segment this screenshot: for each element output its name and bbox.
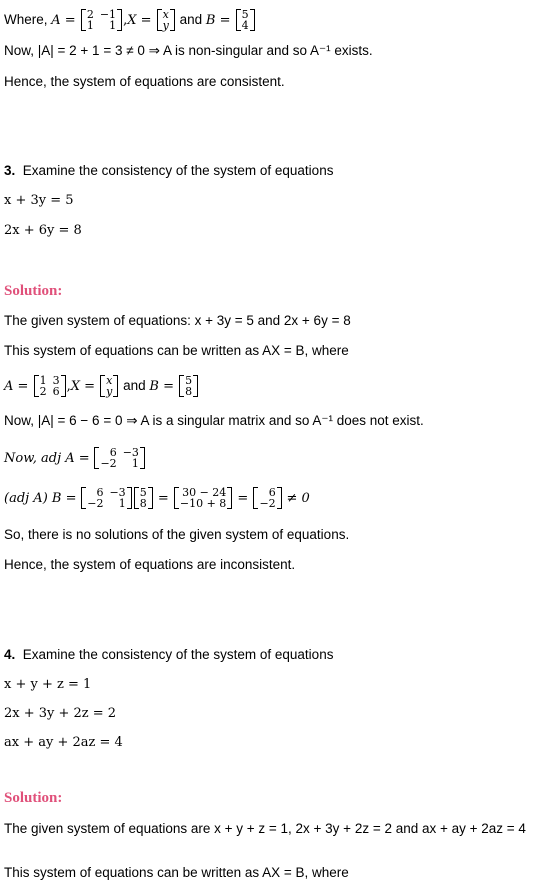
matrix-form-line: This system of equations can be written as AX = B, where	[4, 865, 349, 880]
adjoint-line	[4, 442, 146, 475]
question-3	[4, 162, 333, 180]
matrix-cell: 1	[118, 497, 126, 511]
where-prefix: Where,	[4, 12, 48, 27]
given-system-line: The given system of equations are x + y + z = 1, 2x + 3y + 2z = 2 and ax + ay + 2az = 4	[4, 821, 526, 836]
matrix-form-line: This system of equations can be written as AX = B, where	[4, 343, 349, 358]
product-expansion	[174, 487, 232, 509]
matrix-cell: 1	[39, 374, 47, 388]
right-bracket	[193, 375, 198, 397]
matrix-a	[81, 9, 122, 31]
solution-heading: Solution:	[4, 790, 63, 806]
matrix-cell: 1	[109, 19, 117, 33]
matrix-cell: 4	[241, 19, 249, 33]
adjoint-matrix	[94, 447, 144, 469]
prev-matrix-line: Where, A = 2 −1 1 1 ,X = x y and B = 5 4	[4, 6, 256, 35]
right-bracket	[250, 9, 255, 31]
matrix-cell: −3	[122, 446, 139, 460]
no-solution-statement: So, there is no solutions of the given system of equations.	[4, 527, 350, 542]
matrix-cell: 30 − 24	[182, 486, 227, 500]
equation-1: x + 3y = 5	[4, 193, 74, 208]
b-symbol: B	[205, 13, 216, 28]
matrix-cell: 8	[185, 385, 193, 399]
question-number: 4.	[4, 647, 16, 662]
matrix-cell: −2	[87, 497, 104, 511]
matrix-cell: 5	[185, 374, 193, 388]
matrix-cell: 6	[268, 486, 276, 500]
right-bracket	[148, 487, 153, 509]
matrix-cell: −2	[259, 497, 276, 511]
matrix-cell: 2	[86, 8, 94, 22]
x-symbol: X	[127, 13, 137, 28]
matrix-cell: 8	[139, 497, 147, 511]
determinant-statement: Now, |A| = 2 + 1 = 3 ≠ 0 ⇒ A is non-singular and so A⁻¹ exists.	[4, 43, 373, 58]
right-bracket	[140, 447, 145, 469]
matrix-cell: 5	[241, 8, 249, 22]
not-equal-zero: ≠ 0	[286, 491, 310, 506]
equation-2: 2x + 3y + 2z = 2	[4, 706, 117, 721]
right-bracket	[277, 487, 282, 509]
matrix-cell: 6	[96, 486, 104, 500]
right-bracket	[61, 375, 66, 397]
question-text: Examine the consistency of the system of equations	[22, 647, 334, 662]
given-system-line: The given system of equations: x + 3y = 5 and 2x + 6y = 8	[4, 313, 351, 328]
question-text: Examine the consistency of the system of equations	[22, 163, 334, 178]
q3-matrix-line: A = 1 3 2 6 ,X = x y and B = 5 8	[4, 372, 199, 401]
right-bracket	[170, 9, 175, 31]
matrix-cell: y	[106, 385, 113, 399]
right-bracket	[227, 487, 232, 509]
singular-statement: Now, |A| = 6 − 6 = 0 ⇒ A is a singular matrix and so A⁻¹ does not exist.	[4, 413, 424, 428]
b-matrix-factor	[134, 487, 153, 509]
consistency-conclusion: Hence, the system of equations are consistent.	[4, 74, 285, 89]
product-line: (adj A) B = 6 −3 −2 1 5 8 = 30 − 24 −10 + 8 = 6 −2 ≠ 0	[4, 486, 310, 511]
equation-3: ax + ay + 2az = 4	[4, 735, 123, 750]
matrix-x	[157, 9, 175, 31]
matrix-cell: 5	[139, 486, 147, 500]
matrix-b	[179, 375, 198, 397]
matrix-x	[100, 375, 118, 397]
right-bracket	[127, 487, 132, 509]
matrix-cell: 1	[86, 19, 94, 33]
matrix-cell: 2	[39, 385, 47, 399]
matrix-cell: 1	[131, 457, 139, 471]
right-bracket	[113, 375, 118, 397]
adjoint-prefix: Now, adj A =	[4, 451, 90, 466]
matrix-cell: y	[162, 19, 169, 33]
equation-2: 2x + 6y = 8	[4, 223, 82, 238]
and-word: and	[179, 12, 203, 27]
inconsistency-conclusion: Hence, the system of equations are inconsistent.	[4, 557, 296, 572]
product-prefix: (adj A) B =	[4, 491, 77, 506]
question-4	[4, 646, 333, 664]
matrix-cell: −3	[109, 486, 126, 500]
a-symbol: A	[51, 13, 61, 28]
equation-1: x + y + z = 1	[4, 677, 92, 692]
matrix-cell: −10 + 8	[179, 497, 227, 511]
matrix-cell: x	[106, 374, 113, 388]
matrix-cell: x	[162, 8, 169, 22]
right-bracket	[117, 9, 122, 31]
matrix-b	[236, 9, 255, 31]
matrix-a	[34, 375, 66, 397]
question-number: 3.	[4, 163, 16, 178]
solution-heading: Solution:	[4, 283, 63, 299]
matrix-cell: 6	[52, 385, 60, 399]
matrix-cell: −1	[99, 8, 117, 22]
matrix-cell: −2	[100, 457, 117, 471]
adjoint-matrix-factor	[81, 487, 131, 509]
product-result	[253, 487, 281, 509]
matrix-cell: 6	[109, 446, 117, 460]
matrix-cell: 3	[52, 374, 60, 388]
